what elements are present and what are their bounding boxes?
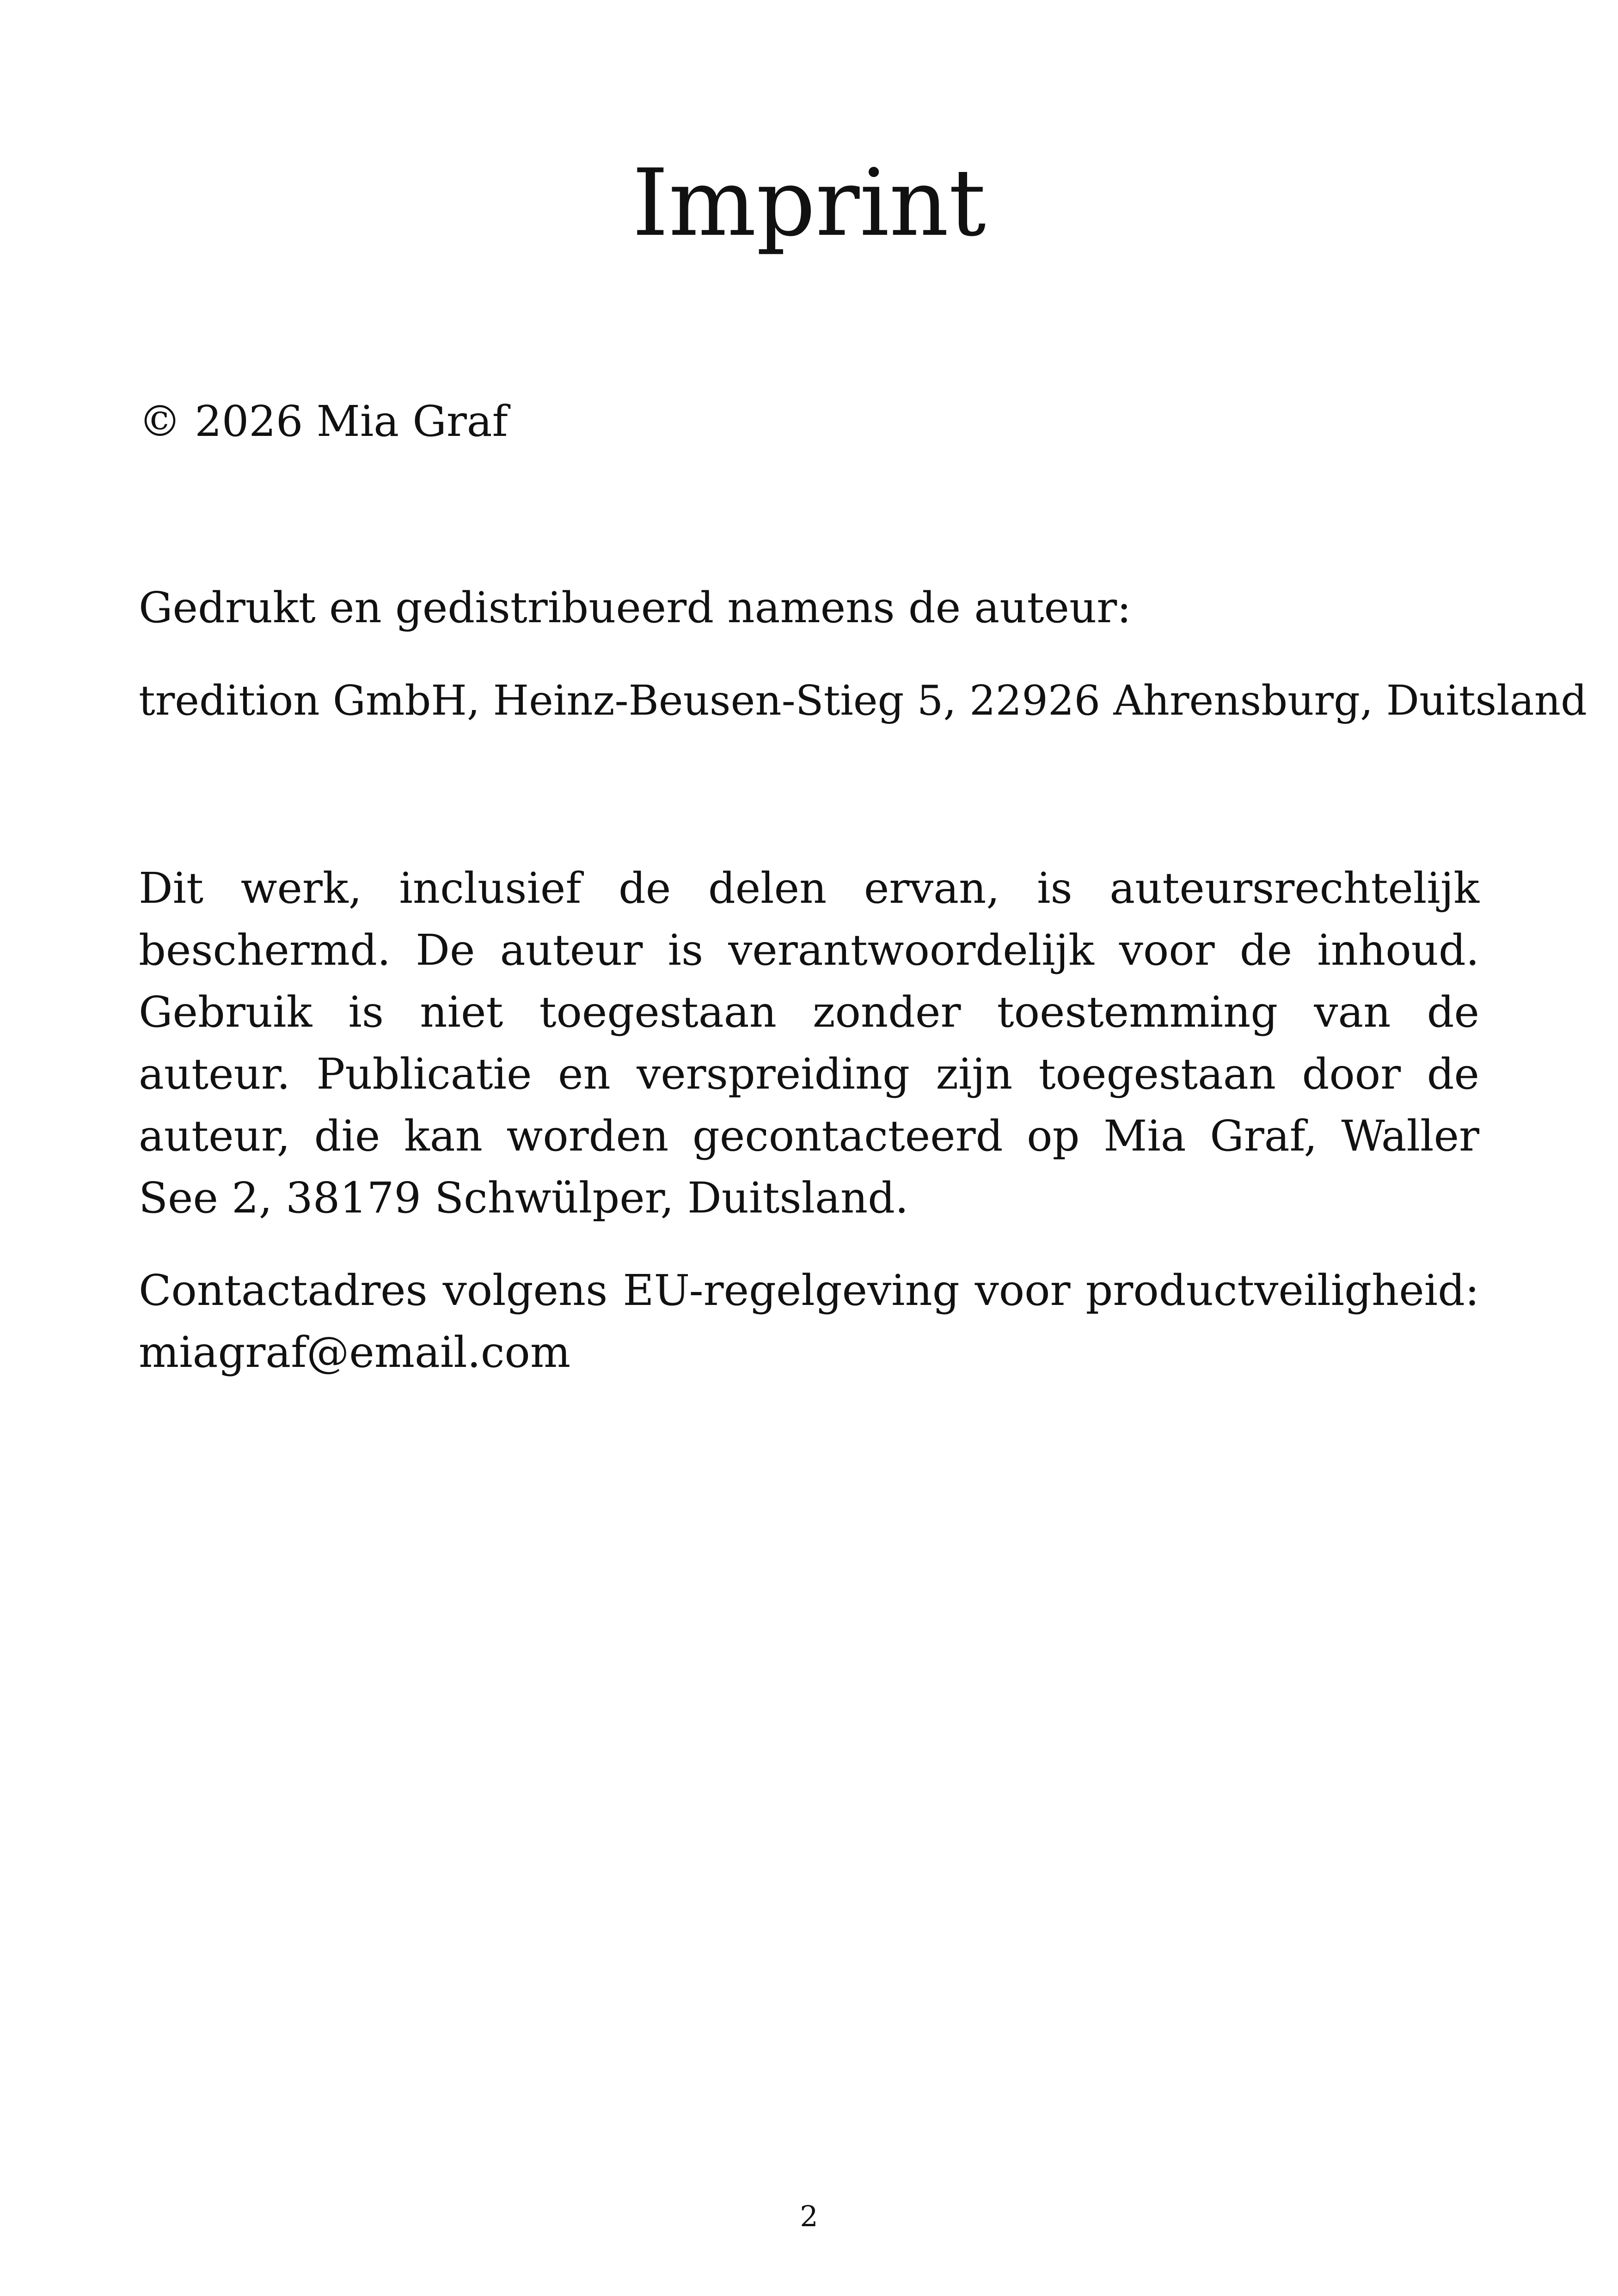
printer-block (139, 577, 1587, 731)
copyright-block (139, 391, 1479, 453)
page-number: 2 (800, 2199, 818, 2233)
contact-paragraph: Contactadres volgens EU-regelgeving voor productveiligheid: miagraf@email.com (139, 1266, 1479, 1377)
page-title: Imprint (632, 149, 986, 257)
legal-block (139, 857, 1479, 1384)
rights-paragraph: Dit werk, inclusief de delen ervan, is auteursrechtelijk beschermd. De auteur is verantwoordelijk voor de inhoud. Gebruik is niet toegestaan zonder toestemming van de auteur. Publicatie en verspreiding zijn toegestaan door de auteur, die kan worden gecontacteerd op Mia Graf, Waller See 2, 38179 Schwülper, Duitsland. (139, 863, 1479, 1223)
printed-by-label: Gedrukt en gedistribueerd namens de auteur: (139, 583, 1132, 632)
printer-address: tredition GmbH, Heinz-Beusen-Stieg 5, 22926 Ahrensburg, Duitsland (139, 676, 1587, 724)
copyright-line: © 2026 Mia Graf (139, 397, 508, 446)
